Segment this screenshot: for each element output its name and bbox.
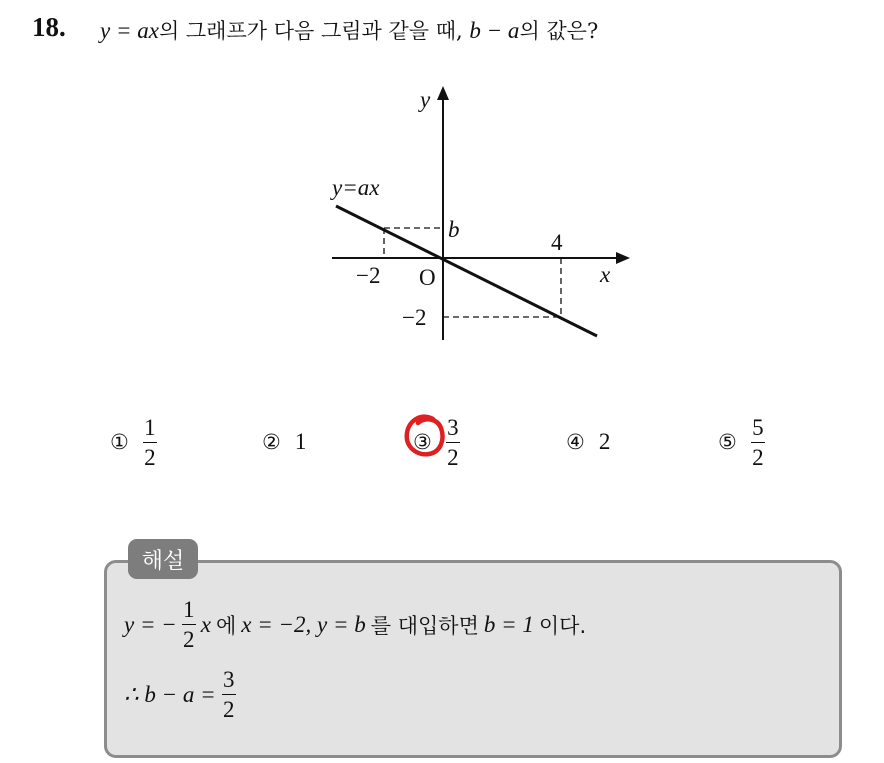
origin-label: O (419, 265, 436, 290)
choice-2[interactable] (262, 412, 306, 472)
denominator: 2 (447, 444, 459, 470)
numerator: 1 (183, 597, 195, 622)
y-neg-label: −2 (402, 305, 427, 330)
question-expression: b − a (469, 18, 520, 43)
x-neg-label: −2 (356, 263, 381, 288)
solution-line-2 (124, 668, 236, 721)
solution-line-1 (124, 598, 586, 651)
denominator: 2 (183, 627, 195, 652)
x-pos-label: 4 (551, 230, 563, 255)
fraction (751, 416, 765, 469)
choice-value: 1 (294, 429, 307, 454)
answer-circle-mark (403, 411, 447, 459)
choice-marker: ⑤ (718, 430, 737, 454)
denominator: 2 (144, 444, 156, 470)
solution-box (104, 560, 842, 758)
choice-marker: ① (110, 430, 129, 454)
solution-text: 이다. (538, 613, 587, 638)
solution-text: 를 대입하면 (370, 613, 479, 638)
coordinate-graph (320, 80, 640, 350)
solution-var-x: x (200, 611, 211, 637)
line-label: y=ax (332, 175, 380, 200)
solution-substitution: x = −2, y = b (241, 611, 366, 637)
fraction (446, 416, 460, 469)
numerator: 5 (752, 414, 764, 440)
question-text-mid: 의 그래프가 다음 그림과 같을 때, (158, 19, 463, 43)
x-axis-arrow (616, 252, 630, 264)
choice-marker: ④ (566, 430, 585, 454)
numerator: 3 (447, 414, 459, 440)
choice-marker: ② (262, 430, 281, 454)
solution-text: 에 (215, 613, 237, 638)
fraction (222, 668, 236, 721)
denominator: 2 (752, 444, 764, 470)
choice-5[interactable] (718, 412, 765, 472)
b-label: b (448, 217, 460, 242)
choice-4[interactable] (566, 412, 610, 472)
solution-result: b = 1 (483, 611, 534, 637)
numerator: 1 (144, 414, 156, 440)
question-text (100, 15, 598, 45)
y-axis-label: y (420, 87, 431, 112)
choice-marker: ③ (413, 430, 432, 454)
y-axis-arrow (437, 86, 449, 100)
denominator: 2 (222, 697, 235, 722)
question-number: 18. (32, 12, 66, 42)
numerator: 3 (222, 667, 235, 692)
fraction (143, 416, 157, 469)
solution-tag: 해설 (128, 539, 198, 579)
solution-eq-start: y = − (124, 611, 177, 637)
question-text-end: 의 값은? (519, 19, 599, 43)
x-axis-label: x (600, 262, 611, 287)
choice-1[interactable] (110, 412, 157, 472)
choice-value: 2 (598, 429, 611, 454)
fraction (182, 598, 196, 651)
question-function: y = ax (100, 18, 159, 43)
solution-conclusion: ∴ b − a = (124, 681, 216, 707)
